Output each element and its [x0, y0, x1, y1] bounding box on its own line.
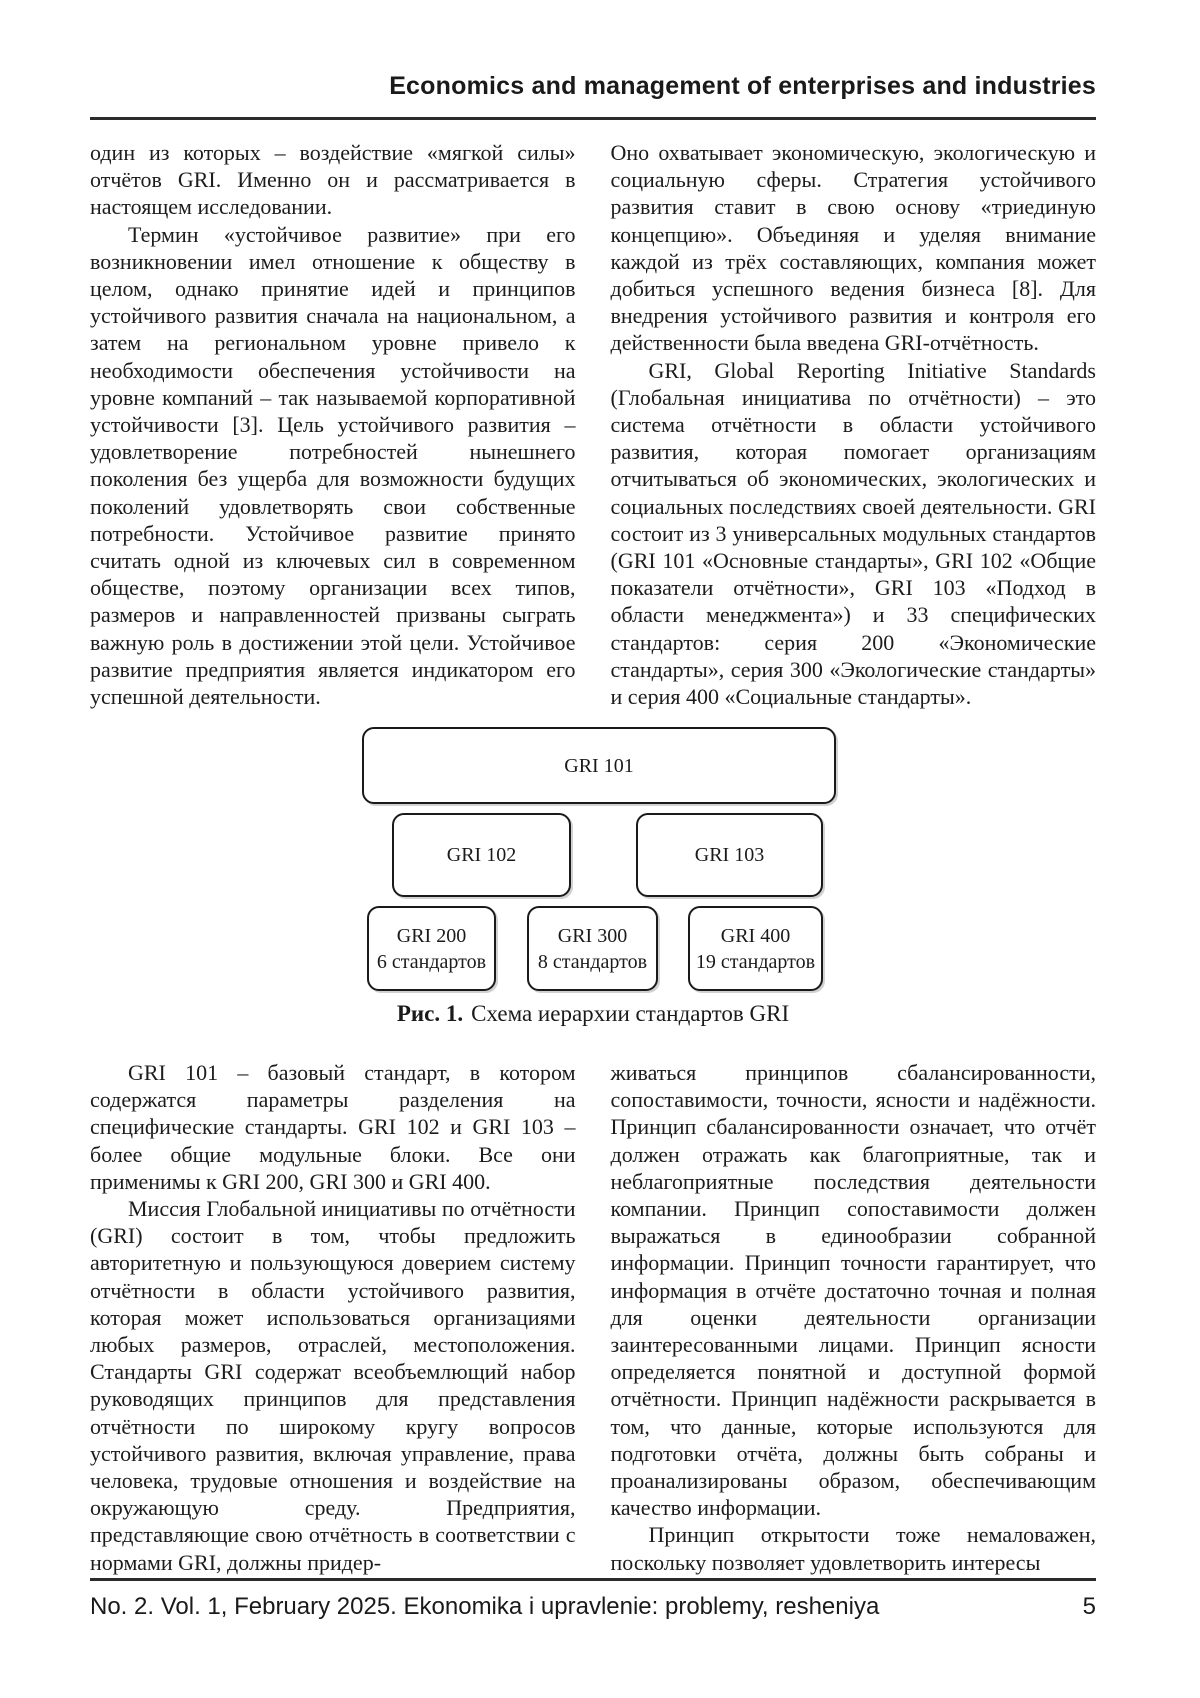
- paragraph: Термин «устойчивое развитие» при его возникновении имел отношение к обществу в целом, однако принятие идей и принципов устойчивого развития сначала на национальном, а затем на региональном уровне привело к необходимости обеспечения устойчивости на уровне компаний – так называемой корпоративной устойчивости [3]. Цель устойчивого развития – удовлетворение потребностей нынешнего поколения без ущерба для возможности будущих поколений удовлетворять свои собственные потребности. Устойчивое развитие принято считать одной из ключевых сил в современном обществе, поэтому организации всех типов, размеров и направленностей призваны сыграть важную роль в достижении этой цели. Устойчивое развитие предприятия является индикатором его успешной деятельности.: [90, 221, 576, 710]
- gri-103-box: [636, 813, 823, 897]
- gri-300-count: 8 стандартов: [537, 950, 648, 973]
- header-rule: [90, 117, 1096, 120]
- footer-rule: [90, 1578, 1096, 1581]
- right-column-top: [611, 139, 1097, 719]
- left-column-bottom: [90, 1059, 576, 1575]
- gri-200-count: 6 стандартов: [376, 950, 487, 973]
- page-number: 5: [1082, 1593, 1096, 1620]
- paragraph: Миссия Глобальной инициативы по отчётности (GRI) состоит в том, чтобы предложить авторитетную и пользующуюся доверием систему отчётности в области устойчивого развития, которая может использоваться организациями любых размеров, отраслей, местоположения. Стандарты GRI содержат всеобъемлющий набор руководящих принципов для представления отчётности по широкому кругу вопросов устойчивого развития, включая управление, права человека, трудовые отношения и воздействие на окружающую среду. Предприятия, представляющие свою отчётность в соответствии с нормами GRI, должны придер-: [90, 1196, 576, 1575]
- gri-102-label: GRI 102: [446, 844, 517, 866]
- figure-caption-text: Схема иерархии стандартов GRI: [471, 1001, 790, 1026]
- body-columns-bottom: [90, 1059, 1096, 1575]
- gri-101-label: GRI 101: [564, 754, 634, 777]
- figure-caption-label: Рис. 1.: [396, 1001, 464, 1026]
- running-head: Economics and management of enterprises and industries: [389, 72, 1096, 100]
- gri-103-label: GRI 103: [694, 844, 765, 866]
- right-column-bottom: [610, 1059, 1097, 1575]
- figure-caption: [90, 1001, 1096, 1027]
- gri-300-box: [527, 906, 658, 991]
- gri-200-label: GRI 200: [396, 924, 467, 947]
- paragraph: GRI, Global Reporting Initiative Standards (Глобальная инициатива по отчётности) – это система отчётности в области устойчивого развития, которая помогает организациям отчитываться об экономических, экологических и социальных последствиях своей деятельности. GRI состоит из 3 универсальных модульных стандартов (GRI 101 «Основные стандарты», GRI 102 «Общие показатели отчётности», GRI 103 «Подход в области менеджмента») и 33 специфических стандартов: серия 200 «Экономические стандарты», серия 300 «Экологические стандарты» и серия 400 «Социальные стандарты».: [610, 357, 1096, 710]
- paragraph-continuation: один из которых – воздействие «мягкой силы» отчётов GRI. Именно он и рассматривается в настоящем исследовании.: [90, 140, 576, 220]
- paragraph: GRI 101 – базовый стандарт, в котором содержатся параметры разделения на специфические стандарты. GRI 102 и GRI 103 – более общие модульные блоки. Все они применимы к GRI 200, GRI 300 и GRI 400.: [90, 1060, 576, 1194]
- footer: [90, 1593, 1096, 1621]
- body-columns-top: [90, 139, 1096, 719]
- paragraph: Принцип открытости тоже немаловажен, поскольку позволяет удовлетворить интересы: [610, 1522, 1096, 1575]
- paragraph-continuation: Оно охватывает экономическую, экологическую и социальную сферы. Стратегия устойчивого развития ставит в свою основу «триединую концепцию». Объединяя и уделяя внимание каждой из трёх составляющих, компания может добиться успешного ведения бизнеса [8]. Для внедрения устойчивого развития и контроля его действенности была введена GRI-отчётность.: [610, 140, 1096, 356]
- gri-400-count: 19 стандартов: [695, 950, 816, 973]
- gri-200-box: [367, 906, 496, 991]
- gri-101-box: [362, 727, 836, 804]
- paragraph-continuation: живаться принципов сбалансированности, сопоставимости, точности, ясности и надёжности. Принцип сбалансированности означает, что отчёт должен отражать как благоприятные, так и неблагоприятные последствия деятельности компании. Принцип сопоставимости должен выражаться в единообразии собранной информации. Принцип точности гарантирует, что информация в отчёте достаточно точная и полная для оценки деятельности организации заинтересованными лицами. Принцип ясности определяется понятной и доступной формой отчётности. Принцип надёжности раскрывается в том, что данные, которые используются для подготовки отчёта, должны быть собраны и проанализированы образом, обеспечивающим качество информации.: [610, 1060, 1096, 1521]
- left-column-top: [90, 139, 576, 719]
- gri-400-label: GRI 400: [720, 924, 791, 947]
- gri-300-label: GRI 300: [557, 924, 628, 947]
- gri-400-box: [688, 906, 823, 991]
- gri-102-box: [392, 813, 571, 897]
- footer-issue-line: No. 2. Vol. 1, February 2025. Ekonomika i upravlenie: problemy, resheniya: [90, 1593, 880, 1620]
